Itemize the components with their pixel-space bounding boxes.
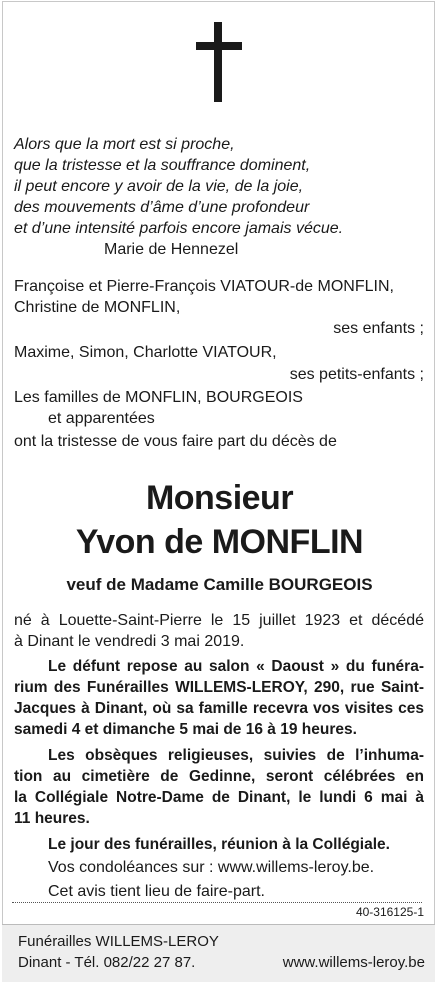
poem-line: des mouvements d’âme d’une profondeur — [14, 199, 310, 216]
poem-line: Alors que la mort est si proche, — [14, 136, 235, 153]
announcement: ont la tristesse de vous faire part du décès de — [14, 433, 337, 450]
children-names: Christine de MONFLIN, — [14, 299, 181, 316]
birth-death: à Dinant le vendredi 3 mai 2019. — [14, 633, 245, 650]
families-names: Les familles de MONFLIN, BOURGEOIS — [14, 389, 303, 406]
funeral-info: tion au cimetière de Gedinne, seront célébrées en — [14, 768, 424, 785]
cross-icon — [196, 22, 242, 102]
funeral-home-name: Funérailles WILLEMS-LEROY — [18, 933, 219, 950]
rest-info: Le défunt repose au salon « Daoust » du funéra- — [48, 658, 424, 675]
grandchildren-names: Maxime, Simon, Charlotte VIATOUR, — [14, 344, 277, 361]
rest-info: rium des Funérailles WILLEMS-LEROY, 290, rue Saint- — [14, 679, 424, 696]
funeral-info: 11 heures. — [14, 810, 90, 827]
deceased-title: Monsieur — [145, 479, 294, 517]
poem-line: et d’une intensité parfois encore jamais vécue. — [14, 220, 344, 237]
widower-line: veuf de Madame Camille BOURGEOIS — [66, 575, 373, 594]
related-families: et apparentées — [48, 410, 155, 427]
divider — [12, 902, 422, 903]
poem-line: il peut encore y avoir de la vie, de la joie, — [14, 178, 304, 195]
funeral-info: la Collégiale Notre-Dame de Dinant, le lundi 6 mai à — [14, 789, 424, 806]
deceased-name: Yvon de MONFLIN — [75, 523, 364, 561]
birth-death: né à Louette-Saint-Pierre le 15 juillet 1923 et décédé — [14, 612, 424, 629]
poem-line: que la tristesse et la souffrance dominent, — [14, 157, 311, 174]
condolences-info: Vos condoléances sur : www.willems-leroy.be. — [48, 859, 375, 876]
grandchildren-role: ses petits-enfants ; — [289, 366, 424, 383]
children-names: Françoise et Pierre-François VIATOUR-de MONFLIN, — [14, 278, 394, 295]
notice-info: Cet avis tient lieu de faire-part. — [48, 883, 265, 900]
rest-info: Jacques à Dinant, où sa famille recevra vos visites ces — [14, 700, 424, 717]
reference-number: 40-316125-1 — [355, 905, 424, 919]
meeting-info: Le jour des funérailles, réunion à la Collégiale. — [48, 836, 390, 853]
poem-author: Marie de Hennezel — [104, 241, 239, 258]
funeral-home-phone: Dinant - Tél. 082/22 27 87. — [18, 954, 196, 971]
children-role: ses enfants ; — [333, 320, 424, 337]
funeral-info: Les obsèques religieuses, suivies de l’inhuma- — [48, 747, 424, 764]
rest-info: samedi 4 et dimanche 5 mai de 16 à 19 heures. — [14, 721, 357, 738]
funeral-home-website[interactable]: www.willems-leroy.be — [282, 954, 425, 971]
